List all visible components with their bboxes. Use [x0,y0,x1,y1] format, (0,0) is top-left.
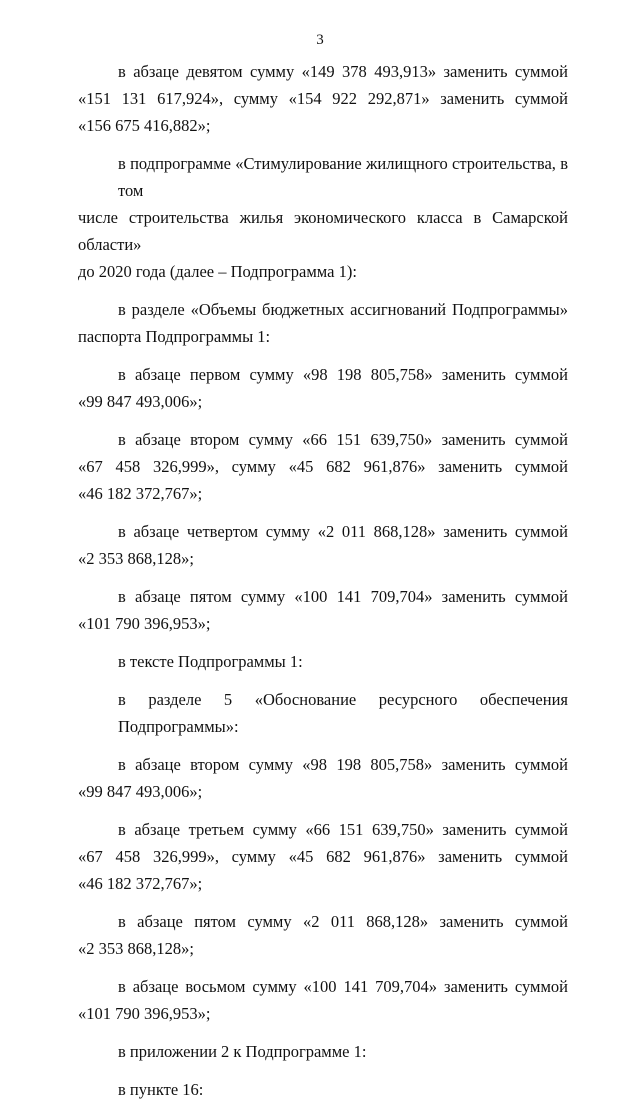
paragraph-line: в разделе «Объемы бюджетных ассигнований Подпрограммы» [118,300,568,319]
paragraph-line: в тексте Подпрограммы 1: [118,652,303,671]
paragraph-line: «156 675 416,882»; [78,116,211,135]
paragraph-gap [78,637,568,648]
paragraph [78,58,568,139]
paragraph [78,751,568,805]
paragraph-line: «99 847 493,006»; [78,392,203,411]
paragraph [78,648,568,675]
paragraph-gap [78,415,568,426]
paragraph-line: в абзаце девятом сумму «149 378 493,913» заменить суммой [118,62,568,81]
paragraph [78,816,568,897]
paragraph-line: в абзаце первом сумму «98 198 805,758» заменить суммой [118,365,568,384]
paragraph-gap [78,350,568,361]
paragraph-gap [78,507,568,518]
paragraph-line: «151 131 617,924», сумму «154 922 292,871» заменить суммой [78,89,568,108]
paragraph-line: в абзаце восьмом сумму «100 141 709,704» заменить суммой [118,977,568,996]
paragraph-line: «101 790 396,953»; [78,614,211,633]
document-body [78,58,568,1103]
paragraph-line: паспорта Подпрограммы 1: [78,327,271,346]
paragraph [78,426,568,507]
paragraph-line: «67 458 326,999», сумму «45 682 961,876» заменить суммой [78,457,568,476]
paragraph [78,296,568,350]
paragraph-line: в разделе 5 «Обоснование ресурсного обеспечения Подпрограммы»: [118,690,568,736]
paragraph-line: в абзаце втором сумму «66 151 639,750» заменить суммой [118,430,568,449]
paragraph-line: до 2020 года (далее – Подпрограмма 1): [78,262,357,281]
paragraph [78,150,568,285]
paragraph-line: в абзаце третьем сумму «66 151 639,750» заменить суммой [118,820,568,839]
paragraph [78,908,568,962]
paragraph-gap [78,285,568,296]
paragraph-gap [78,139,568,150]
paragraph-gap [78,897,568,908]
paragraph [78,583,568,637]
paragraph-gap [78,805,568,816]
paragraph [78,1076,568,1103]
paragraph-line: в абзаце втором сумму «98 198 805,758» заменить суммой [118,755,568,774]
paragraph-line: в абзаце пятом сумму «100 141 709,704» заменить суммой [118,587,568,606]
paragraph [78,518,568,572]
paragraph [78,1038,568,1065]
paragraph-line: в абзаце четвертом сумму «2 011 868,128» заменить суммой [118,522,568,541]
paragraph [78,361,568,415]
paragraph-gap [78,962,568,973]
paragraph-line: в абзаце пятом сумму «2 011 868,128» заменить суммой [118,912,568,931]
paragraph-gap [78,572,568,583]
paragraph-line: «2 353 868,128»; [78,939,194,958]
paragraph-line: «46 182 372,767»; [78,874,203,893]
paragraph-gap [78,1065,568,1076]
paragraph-line: в подпрограмме «Стимулирование жилищного строительства, в том [118,154,568,200]
paragraph-line: в пункте 16: [118,1080,204,1099]
paragraph-line: «67 458 326,999», сумму «45 682 961,876» заменить суммой [78,847,568,866]
paragraph-line: в приложении 2 к Подпрограмме 1: [118,1042,367,1061]
page-number: 3 [316,32,324,48]
paragraph-line: «101 790 396,953»; [78,1004,211,1023]
paragraph [78,973,568,1027]
paragraph-gap [78,675,568,686]
paragraph-gap [78,1027,568,1038]
paragraph-line: «99 847 493,006»; [78,782,203,801]
paragraph-line: «46 182 372,767»; [78,484,203,503]
paragraph-line: «2 353 868,128»; [78,549,194,568]
paragraph-gap [78,740,568,751]
paragraph [78,686,568,740]
paragraph-line: числе строительства жилья экономического класса в Самарской области» [78,208,568,254]
